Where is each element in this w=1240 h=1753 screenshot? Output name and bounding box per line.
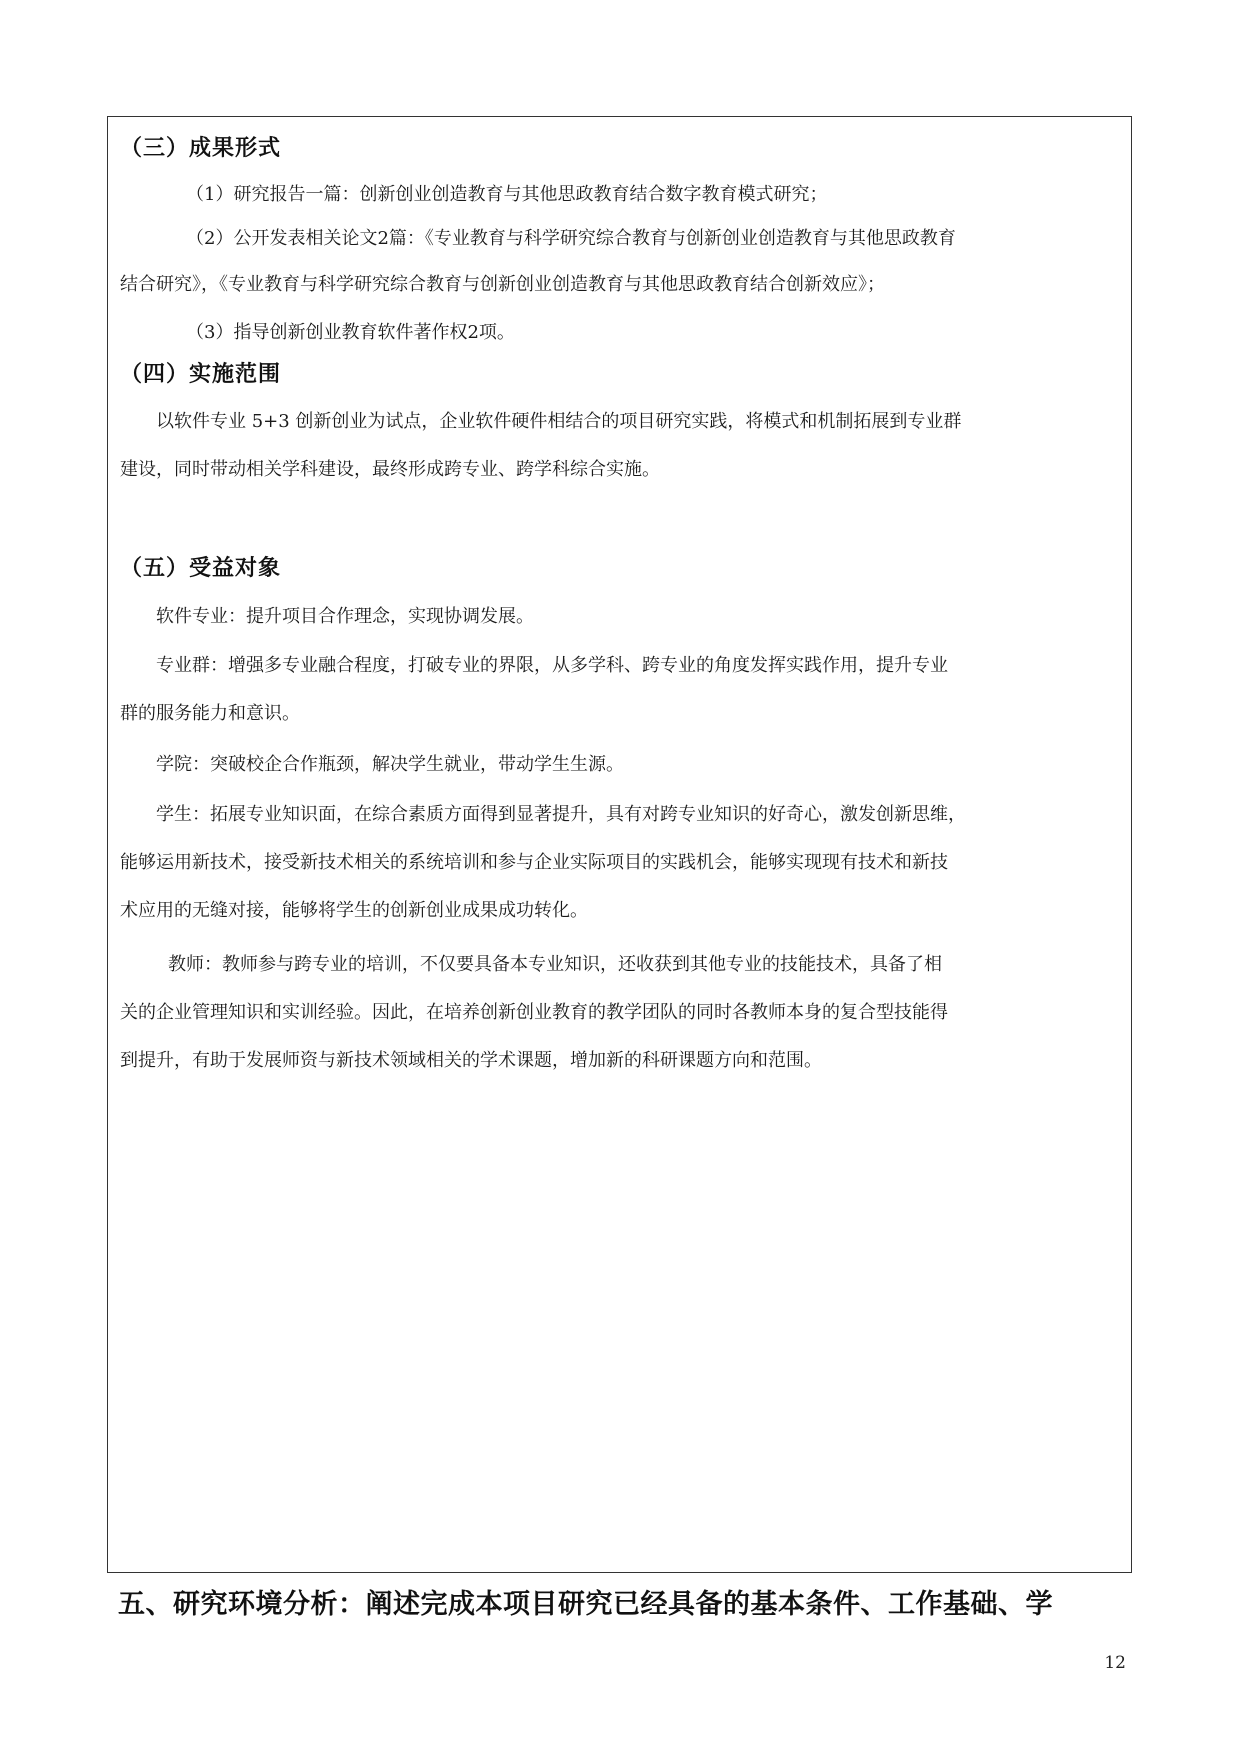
beneficiary-teacher-line-2: 关的企业管理知识和实训经验。因此，在培养创新创业教育的教学团队的同时各教师本身的复合型技能得 — [120, 1002, 948, 1023]
beneficiary-student-line-3: 术应用的无缝对接，能够将学生的创新创业成果成功转化。 — [120, 900, 588, 921]
beneficiary-student-line-2: 能够运用新技术，接受新技术相关的系统培训和参与企业实际项目的实践机会，能够实现现有技术和新技 — [120, 852, 948, 873]
next-section-title: 五、研究环境分析：阐述完成本项目研究已经具备的基本条件、工作基础、学 — [118, 1589, 1053, 1620]
beneficiary-software: 软件专业：提升项目合作理念，实现协调发展。 — [156, 606, 534, 627]
section3-item-2-cont: 结合研究》，《专业教育与科学研究综合教育与创新创业创造教育与其他思政教育结合创新效应》； — [120, 274, 885, 295]
beneficiary-teacher-line-3: 到提升，有助于发展师资与新技术领域相关的学术课题，增加新的科研课题方向和范围。 — [120, 1050, 822, 1071]
section4-heading: （四）实施范围 — [120, 362, 282, 387]
beneficiary-group-line-1: 专业群：增强多专业融合程度，打破专业的界限，从多学科、跨专业的角度发挥实践作用，提升专业 — [156, 655, 948, 676]
section4-line-1: 以软件专业 5+3 创新创业为试点，企业软件硬件相结合的项目研究实践，将模式和机制拓展到专业群 — [156, 411, 962, 432]
page-number: 12 — [1104, 1653, 1126, 1673]
section3-item-1: （1）研究报告一篇：创新创业创造教育与其他思政教育结合数字教育模式研究； — [186, 184, 828, 205]
section3-heading: （三）成果形式 — [120, 136, 282, 161]
section4-line-2: 建设，同时带动相关学科建设，最终形成跨专业、跨学科综合实施。 — [120, 459, 660, 480]
section3-item-3: （3）指导创新创业教育软件著作权2项。 — [186, 322, 515, 343]
content-frame — [107, 116, 1132, 1573]
beneficiary-college: 学院：突破校企合作瓶颈，解决学生就业，带动学生生源。 — [156, 754, 624, 775]
section3-item-2: （2）公开发表相关论文2篇：《专业教育与科学研究综合教育与创新创业创造教育与其他思政教育 — [186, 228, 956, 249]
section5-heading: （五）受益对象 — [120, 556, 282, 581]
beneficiary-group-line-2: 群的服务能力和意识。 — [120, 703, 300, 724]
beneficiary-student-line-1: 学生：拓展专业知识面，在综合素质方面得到显著提升，具有对跨专业知识的好奇心，激发创新思维， — [156, 804, 966, 825]
beneficiary-teacher-line-1: 教师：教师参与跨专业的培训，不仅要具备本专业知识，还收获到其他专业的技能技术，具备了相 — [168, 954, 942, 975]
